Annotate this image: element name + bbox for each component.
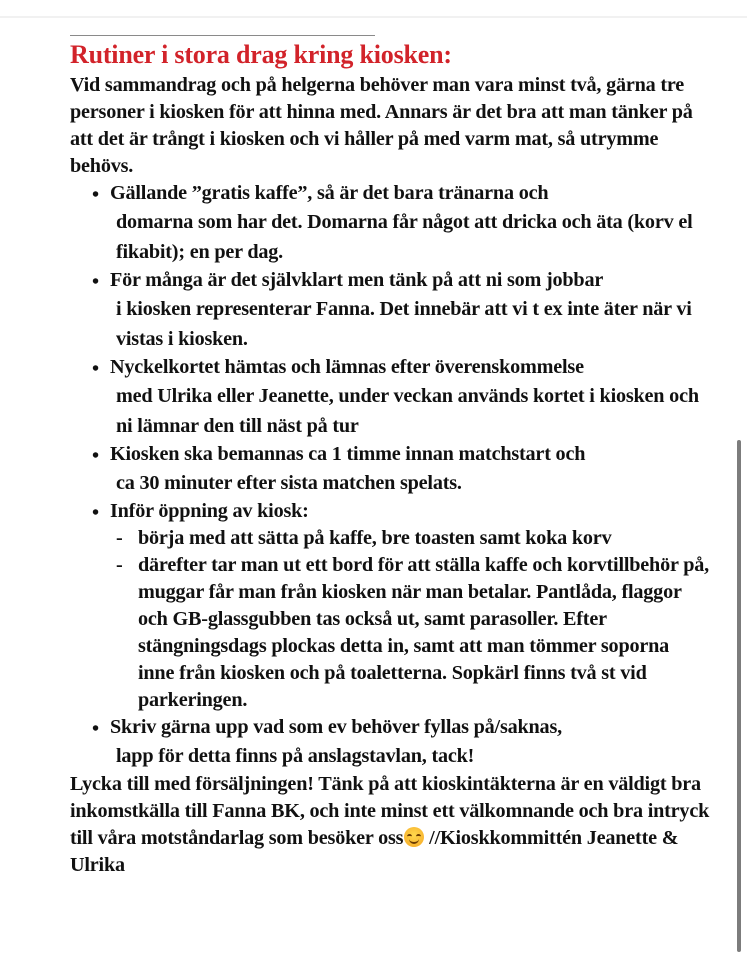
document-title: Rutiner i stora drag kring kiosken: — [70, 40, 452, 69]
bullet-icon: • — [92, 502, 99, 524]
bullet-icon: • — [92, 718, 99, 740]
intro-paragraph: Vid sammandrag och på helgerna behöver man vara minst två, gärna tre personer i kiosken för att hinna med. Annars är det bra att man tänker på att det är trångt i kiosken och vi håller på med varm mat, så utrymme behövs. — [70, 74, 693, 177]
list-item: • Nyckelkortet hämtas och lämnas efter överenskommelse med Ulrika eller Jeanette, under veckan används kortet i kiosken och ni lämnar den till näst på tur — [92, 356, 699, 437]
sub-list-item: - börja med att sätta på kaffe, bre toasten samt koka korv — [116, 525, 710, 552]
signature: Ulrika — [70, 854, 125, 876]
sub-list — [116, 525, 710, 714]
top-band — [0, 0, 747, 18]
bullet-icon: • — [92, 271, 99, 293]
vertical-scrollbar[interactable] — [737, 440, 741, 952]
horizontal-rule — [70, 35, 375, 36]
bullet-icon: • — [92, 445, 99, 467]
bullet-icon: • — [92, 184, 99, 206]
list-item: • Gällande ”gratis kaffe”, så är det bara tränarna och domarna som har det. Domarna får något att dricka och äta (korv el fikabit); en per dag. — [92, 182, 693, 263]
bullet-icon: • — [92, 358, 99, 380]
list-item: • Skriv gärna upp vad som ev behöver fyllas på/saknas, lapp för detta finns på anslagstavlan, tack! — [92, 716, 562, 767]
list-item: • För många är det självklart men tänk på att ni som jobbar i kiosken representerar Fanna. Det innebär att vi t ex inte äter när vi vistas i kiosken. — [92, 269, 692, 350]
list-item: • Inför öppning av kiosk: - börja med att sätta på kaffe, bre toasten samt koka korv - därefter tar man ut ett bord för att ställa kaffe och korvtillbehör på, muggar får man från kiosken när man betalar. Pantlåda, flaggor och GB-glassgubben tas också ut, samt parasoller. Efter stängningsdags plockas detta in, samt att man tömmer soporna inne från kiosken och på toaletterna. Sopkärl finns två st vid parkeringen. — [70, 498, 710, 714]
dash-icon: - — [116, 554, 123, 576]
bullet-list — [70, 180, 710, 771]
smiling-face-icon — [404, 827, 424, 847]
list-item: • Kiosken ska bemannas ca 1 timme innan matchstart och ca 30 minuter efter sista matchen spelats. — [92, 443, 586, 494]
dash-icon: - — [116, 527, 123, 549]
sub-list-item: - därefter tar man ut ett bord för att ställa kaffe och korvtillbehör på, muggar får man från kiosken när man betalar. Pantlåda, flaggor och GB-glassgubben tas också ut, samt parasoller. Efter stängningsdags plockas detta in, samt att man tömmer soporna inne från kiosken och på toaletterna. Sopkärl finns två st vid parkeringen. — [116, 554, 709, 711]
closing-paragraph: Lycka till med försäljningen! Tänk på att kioskintäkterna är en väldigt bra inkomstkälla till Fanna BK, och inte minst ett välkomnande och bra intryck till våra motståndarlag som besöker oss //Kioskkommittén Jeanette & Ulrika — [70, 773, 710, 876]
document-body — [70, 38, 710, 879]
